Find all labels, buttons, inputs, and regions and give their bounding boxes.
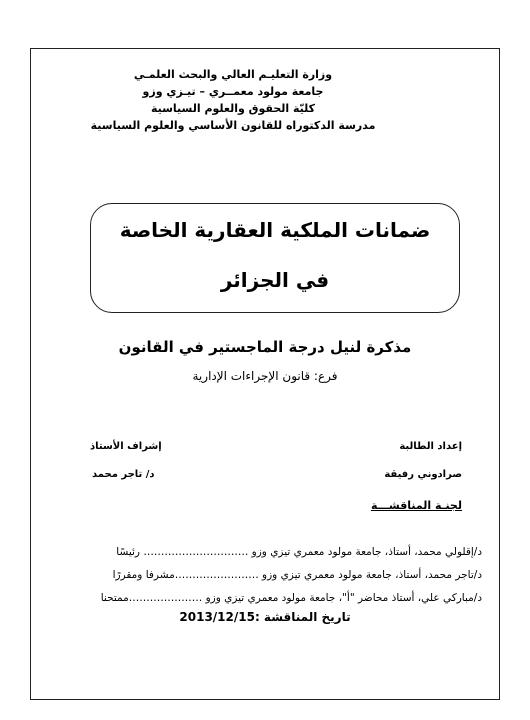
doctoral-school-line: مدرسة الدكتوراه للقانون الأساسي والعلوم السياسية: [90, 119, 376, 132]
ministry-line: وزارة التعليـم العالي والبحث العلمـي: [133, 68, 333, 81]
committee-member-president: د/إقلولي محمد، أستاذ، جامعة مولود معمري تيزي وزو ………………………… رئيسًا: [116, 546, 482, 558]
university-line: جامعة مولود معمــري – تيـزي وزو: [142, 85, 324, 98]
defense-date: تاريخ المناقشة :2013/12/15: [179, 610, 351, 624]
title-box: [90, 203, 460, 313]
branch-line: فرع: قانون الإجراءات الإدارية: [192, 369, 338, 383]
committee-member-supervisor: د/تاجر محمد، أستاذ، جامعة مولود معمري تيزي وزو ……………………مشرفا ومقررًا: [112, 569, 482, 581]
thesis-title-line1: ضمانات الملكية العقارية الخاصة: [119, 218, 431, 242]
committee-member-examiner: د/مباركي علي، أستاذ محاضر "أ"، جامعة مولود معمري تيزي وزو …………………ممتحنا: [100, 592, 482, 604]
committee-title: لجنـة المناقشـــة: [370, 499, 462, 512]
supervisor-label: إشراف الأستاذ: [90, 441, 162, 452]
degree-statement: مذكرة لنيل درجة الماجستير في القانون: [118, 338, 412, 356]
student-name: صرادوني رفيقة: [384, 469, 462, 480]
institution-header: [68, 66, 398, 134]
faculty-line: كليّة الحقوق والعلوم السياسية: [150, 102, 316, 115]
thesis-title-line2: في الجزائر: [220, 268, 330, 292]
prepared-by-label: إعداد الطالبة: [399, 441, 462, 452]
supervisor-name: د/ تاجر محمد: [92, 469, 155, 480]
